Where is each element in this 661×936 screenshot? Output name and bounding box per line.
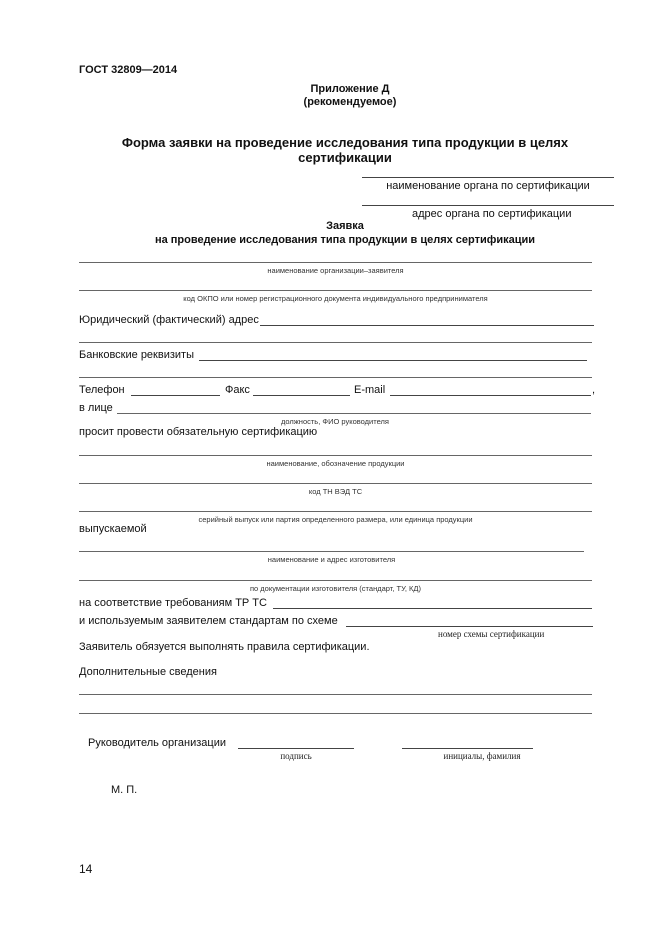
email-comma: ,: [592, 384, 596, 396]
phone-line: [131, 395, 220, 396]
scheme-number-caption: номер схемы сертификации: [438, 629, 545, 639]
org-name-caption: наименование организации–заявителя: [267, 266, 404, 275]
represented-by-line: [117, 413, 591, 414]
initials-caption: инициалы, фамилия: [443, 751, 521, 761]
manufacturer-caption: наименование и адрес изготовителя: [267, 555, 396, 564]
org-name-line: [79, 262, 592, 263]
legal-address-line2: [79, 342, 592, 343]
represented-by-label: в лице: [79, 402, 113, 414]
phone-label: Телефон: [79, 384, 125, 396]
scheme-label: и используемым заявителем стандартам по схеме: [79, 615, 338, 627]
fax-label: Факс: [225, 384, 250, 396]
email-line: [390, 395, 591, 396]
bank-line2: [79, 377, 592, 378]
bank-line: [199, 360, 587, 361]
scheme-line: [346, 626, 593, 627]
additional-label: Дополнительные сведения: [79, 666, 217, 678]
documentation-line: [79, 580, 592, 581]
position-caption: должность, ФИО руководителя: [281, 417, 389, 426]
compliance-line: [273, 608, 592, 609]
documentation-caption: по документации изготовителя (стандарт, ТУ, КД): [249, 584, 422, 593]
produced-label: выпускаемой: [79, 523, 147, 535]
obligation-text: Заявитель обязуется выполнять правила сертификации.: [79, 641, 370, 653]
product-line: [79, 455, 592, 456]
request-text: просит провести обязательную сертификацию: [79, 426, 318, 438]
tn-ved-line: [79, 483, 592, 484]
serial-caption: серийный выпуск или партия определенного размера, или единица продукции: [198, 515, 473, 524]
okpo-line: [79, 290, 592, 291]
form-title-line2: сертификации: [298, 150, 392, 165]
manufacturer-line: [79, 551, 584, 552]
email-label: E-mail: [354, 384, 386, 396]
form-title-line1: Форма заявки на проведение исследования типа продукции в целях: [121, 135, 569, 150]
standard-header: ГОСТ 32809—2014: [79, 64, 178, 76]
application-subtitle: на проведение исследования типа продукции в целях сертификации: [154, 234, 536, 246]
cert-body-name-caption: наименование органа по сертификации: [386, 180, 590, 192]
tn-ved-caption: код ТН ВЭД ТС: [308, 487, 363, 496]
additional-line1: [79, 694, 592, 695]
compliance-label: на соответствие требованиям ТР ТС: [79, 597, 267, 609]
bank-label: Банковские реквизиты: [79, 349, 194, 361]
cert-body-name-line: [362, 177, 614, 178]
initials-line: [402, 748, 533, 749]
legal-address-label: Юридический (фактический) адрес: [79, 314, 259, 326]
appendix-subtitle: (рекомендуемое): [303, 96, 397, 108]
stamp-label: М. П.: [111, 784, 138, 796]
page-number: 14: [79, 862, 93, 876]
legal-address-line: [260, 325, 594, 326]
application-title: Заявка: [326, 220, 364, 232]
signature-line: [238, 748, 354, 749]
appendix-title: Приложение Д: [310, 83, 390, 95]
additional-line2: [79, 713, 592, 714]
head-label: Руководитель организации: [88, 737, 227, 749]
serial-line: [79, 511, 592, 512]
signature-caption: подпись: [280, 751, 312, 761]
fax-line: [253, 395, 350, 396]
cert-body-address-caption: адрес органа по сертификации: [412, 208, 572, 220]
product-caption: наименование, обозначение продукции: [266, 459, 405, 468]
okpo-caption: код ОКПО или номер регистрационного документа индивидуального предпринимателя: [183, 294, 488, 303]
cert-body-address-line: [362, 205, 614, 206]
